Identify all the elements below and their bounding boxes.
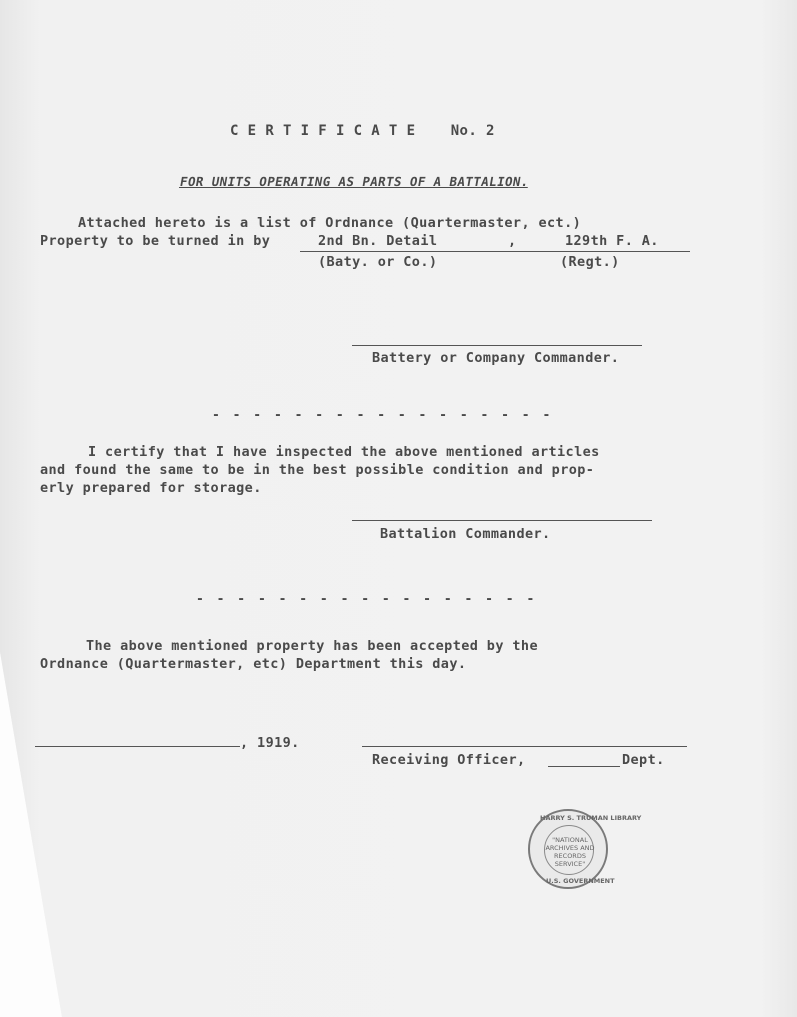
archive-stamp [528, 809, 642, 889]
stamp-ring-top: HARRY S. TRUMAN LIBRARY [540, 814, 642, 822]
receiving-officer-label: Receiving Officer, [372, 752, 526, 768]
certify-line-3: erly prepared for storage. [40, 480, 262, 496]
dept-fill-line [548, 766, 620, 767]
regiment-value: 129th F. A. [565, 233, 659, 249]
stamp-ring-bottom: U.S. GOVERNMENT [546, 877, 615, 885]
certificate-subtitle: FOR UNITS OPERATING AS PARTS OF A BATTALION. [178, 174, 531, 189]
accepted-line-1: The above mentioned property has been accepted by the [86, 638, 538, 654]
stamp-center-text: "NATIONAL ARCHIVES AND RECORDS SERVICE" [545, 836, 595, 868]
dash-separator-2: - - - - - - - - - - - - - - - - - [196, 592, 537, 607]
certify-line-1: I certify that I have inspected the above mentioned articles [88, 444, 600, 460]
attached-line-2-prefix: Property to be turned in by [40, 233, 271, 249]
unit-fill-line [300, 251, 690, 252]
battalion-commander-label: Battalion Commander. [380, 526, 551, 542]
certify-line-2: and found the same to be in the best possible condition and prop- [40, 462, 595, 478]
dept-label: Dept. [622, 752, 665, 768]
dash-separator-1: - - - - - - - - - - - - - - - - - [212, 408, 553, 423]
battery-commander-label: Battery or Company Commander. [372, 350, 620, 366]
battalion-commander-signature-line [352, 520, 652, 521]
accepted-line-2: Ordnance (Quartermaster, etc) Department this day. [40, 656, 467, 672]
certificate-title: C E R T I F I C A T E No. 2 [230, 123, 495, 139]
receiving-officer-signature-line [362, 746, 687, 747]
date-line [35, 746, 240, 747]
date-suffix: , 1919. [240, 735, 300, 751]
battery-commander-signature-line [352, 345, 642, 346]
baty-label: (Baty. or Co.) [318, 254, 438, 270]
unit-value: 2nd Bn. Detail [318, 233, 438, 249]
unit-separator: , [508, 233, 517, 249]
regt-label: (Regt.) [560, 254, 620, 270]
attached-line-1: Attached hereto is a list of Ordnance (Quartermaster, ect.) [78, 215, 582, 231]
